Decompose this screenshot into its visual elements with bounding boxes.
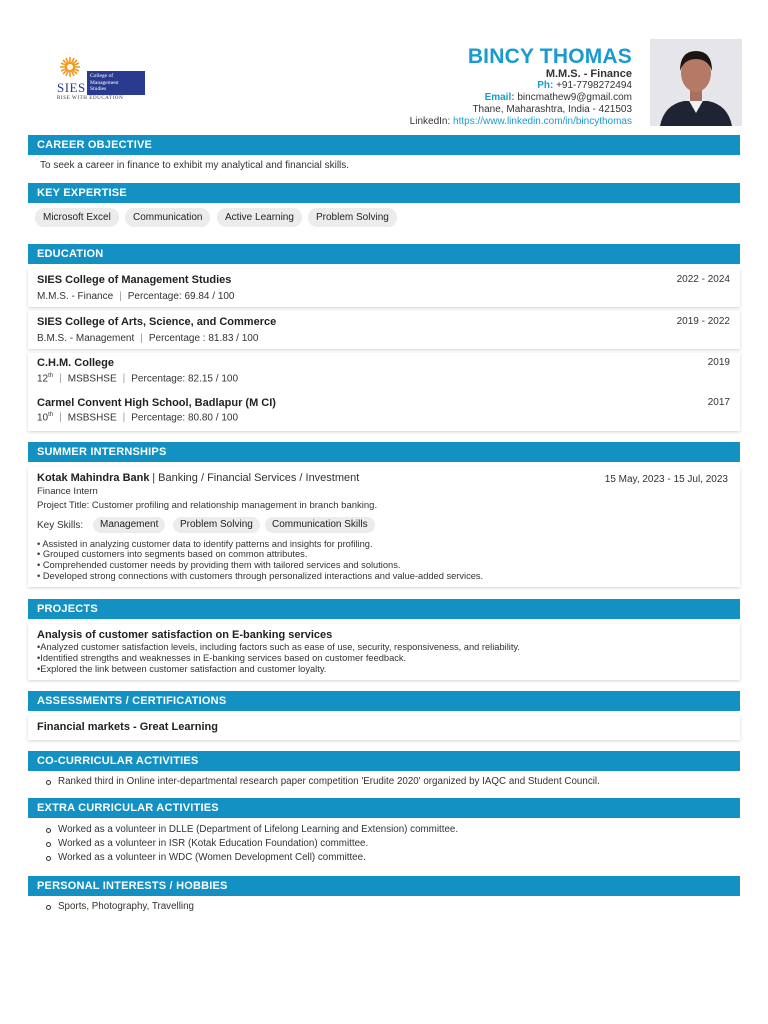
candidate-name: BINCY THOMAS — [467, 45, 632, 68]
education-institute: Carmel Convent High School, Badlapur (M CI) — [37, 397, 276, 409]
bullet-circle-icon — [46, 842, 51, 847]
extra-item: Worked as a volunteer in DLLE (Department of Lifelong Learning and Extension) committee. — [58, 824, 459, 835]
internship-bullet: • Comprehended customer needs by providing them with tailored services and solutions. — [37, 560, 401, 570]
extra-item: Worked as a volunteer in ISR (Kotak Education Foundation) committee. — [58, 838, 369, 849]
section-summer-internships: SUMMER INTERNSHIPS — [28, 442, 740, 462]
linkedin-line: LinkedIn: https://www.linkedin.com/in/bincythomas — [409, 116, 632, 127]
internship-domain: | Banking / Financial Services / Investment — [152, 472, 360, 484]
internship-company-line — [37, 472, 359, 484]
internship-bullet: • Assisted in analyzing customer data to identify patterns and insights for profiling. — [37, 539, 373, 549]
college-logo — [55, 56, 155, 102]
expertise-pill: Microsoft Excel — [35, 208, 119, 227]
education-details: 12th | MSBSHSE | Percentage: 82.15 / 100 — [37, 373, 239, 385]
interest-item: Sports, Photography, Travelling — [58, 901, 194, 912]
education-institute: SIES College of Arts, Science, and Commerce — [37, 316, 277, 328]
expertise-pill: Communication — [125, 208, 210, 227]
phone-number: +91-7798272494 — [556, 80, 632, 91]
education-years: 2019 - 2022 — [676, 316, 730, 327]
section-co-curricular: CO-CURRICULAR ACTIVITIES — [28, 751, 740, 771]
phone-line: Ph: +91-7798272494 — [537, 80, 632, 91]
education-details: 10th | MSBSHSE | Percentage: 80.80 / 100 — [37, 412, 239, 424]
education-details: M.M.S. - Finance | Percentage: 69.84 / 100 — [37, 291, 235, 302]
address-line: Thane, Maharashtra, India - 421503 — [472, 104, 632, 115]
section-personal-interests: PERSONAL INTERESTS / HOBBIES — [28, 876, 740, 896]
candidate-degree: M.M.S. - Finance — [545, 68, 632, 80]
internship-company: Kotak Mahindra Bank — [37, 472, 150, 484]
education-details: B.M.S. - Management | Percentage : 81.83 / 100 — [37, 333, 259, 344]
expertise-pill: Problem Solving — [308, 208, 397, 227]
project-bullet: •Analyzed customer satisfaction levels, including factors such as ease of use, security, responsiveness, and reliability. — [37, 642, 520, 652]
internship-bullet: • Grouped customers into segments based on common attributes. — [37, 549, 308, 559]
education-institute: C.H.M. College — [37, 357, 115, 369]
internship-bullet: • Developed strong connections with customers through personalized interactions and value-added services. — [37, 571, 484, 581]
cocurricular-item: Ranked third in Online inter-departmental research paper competition 'Erudite 2020' organized by IAQC and Student Council. — [58, 776, 600, 787]
internship-dates: 15 May, 2023 - 15 Jul, 2023 — [604, 474, 728, 485]
internship-skill-pill: Problem Solving — [173, 517, 260, 533]
bullet-circle-icon — [46, 905, 51, 910]
certification-item: Financial markets - Great Learning — [37, 721, 218, 733]
internship-skill-pill: Communication Skills — [265, 517, 375, 533]
expertise-pill: Active Learning — [217, 208, 302, 227]
section-extra-curricular: EXTRA CURRICULAR ACTIVITIES — [28, 798, 740, 818]
bullet-circle-icon — [46, 828, 51, 833]
section-education: EDUCATION — [28, 244, 740, 264]
project-bullet: •Explored the link between customer satisfaction and customer loyalty. — [37, 664, 327, 674]
internship-role: Finance Intern — [37, 486, 98, 497]
education-years: 2022 - 2024 — [676, 274, 730, 285]
email-line: Email: bincmathew9@gmail.com — [484, 92, 632, 103]
resume-header — [212, 46, 632, 128]
internship-project: Project Title: Customer profiling and relationship management in branch banking. — [37, 500, 378, 511]
career-objective-text: To seek a career in finance to exhibit my analytical and financial skills. — [40, 160, 350, 171]
sun-logo-icon — [59, 56, 81, 78]
bullet-circle-icon — [46, 780, 51, 785]
logo-sies-text: SIES — [57, 80, 86, 95]
project-title: Analysis of customer satisfaction on E-banking services — [37, 629, 333, 641]
project-bullet: •Identified strengths and weaknesses in E-banking services based on customer feedback. — [37, 653, 407, 663]
section-projects: PROJECTS — [28, 599, 740, 619]
logo-college-box: College of Management Studies — [87, 71, 145, 95]
logo-tagline: RISE WITH EDUCATION — [57, 96, 124, 101]
education-years: 2019 — [707, 357, 730, 368]
section-key-expertise: KEY EXPERTISE — [28, 183, 740, 203]
person-photo-icon — [650, 39, 742, 126]
linkedin-link[interactable]: https://www.linkedin.com/in/bincythomas — [453, 116, 632, 127]
internship-skill-pill: Management — [93, 517, 165, 533]
bullet-circle-icon — [46, 856, 51, 861]
profile-photo — [650, 39, 742, 126]
extra-item: Worked as a volunteer in WDC (Women Development Cell) committee. — [58, 852, 366, 863]
email-address[interactable]: bincmathew9@gmail.com — [517, 92, 632, 103]
internship-skills-label: Key Skills: — [37, 520, 84, 531]
section-certifications: ASSESSMENTS / CERTIFICATIONS — [28, 691, 740, 711]
section-career-objective: CAREER OBJECTIVE — [28, 135, 740, 155]
education-institute: SIES College of Management Studies — [37, 274, 232, 286]
education-years: 2017 — [707, 397, 730, 408]
